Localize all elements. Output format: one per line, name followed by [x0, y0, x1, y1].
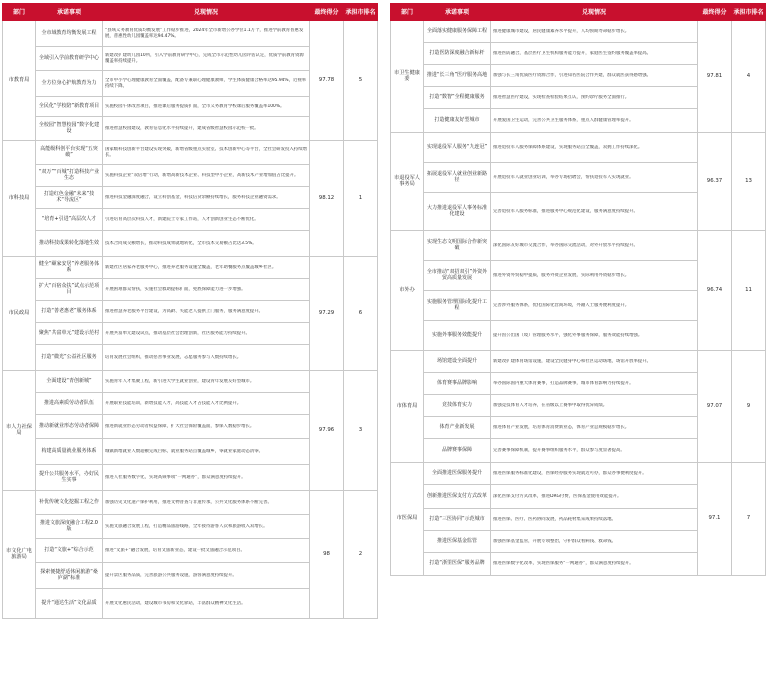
- commitment-item-cell: 拓展退役军人就业创业新路径: [424, 163, 491, 193]
- fulfillment-text: 实施文旅融合发展工程，打造精品旅游线路，全年接待游客人次和旅游收入双增长。: [105, 523, 268, 529]
- fulfillment-text: 引进培育高层次科技人才，新建院士专家工作站，人才创新创业生态不断优化。: [105, 216, 259, 222]
- header-rank: 承担市排名: [344, 4, 378, 21]
- fulfillment-text-cell: [491, 193, 698, 231]
- department-cell: 市民政局: [3, 257, 36, 371]
- commitment-item-cell: 体育产业新发展: [424, 417, 491, 439]
- fulfillment-text-cell: [491, 373, 698, 395]
- commitment-item-cell: 全市域教育均衡发展工程: [36, 21, 103, 47]
- fulfillment-text-cell: [103, 589, 310, 619]
- fulfillment-text-cell: [103, 491, 310, 515]
- final-score-cell: 97.29: [310, 257, 344, 371]
- fulfillment-text-cell: [491, 261, 698, 291]
- header-department: 部门: [3, 4, 36, 21]
- rank-cell: 13: [732, 133, 766, 231]
- fulfillment-text: 加强与长三角优质医疗资源合作，引进知名医院合作共建，群众就医获得感增强。: [493, 72, 652, 78]
- fulfillment-text-cell: [103, 301, 310, 323]
- fulfillment-text-cell: [491, 163, 698, 193]
- fulfillment-text: 推进医保服务标准化建设，医保经办服务实现就近可办，群众办事便利度提升。: [493, 470, 647, 476]
- commitment-item-cell: 打造“文旅+”综合示范: [36, 539, 103, 563]
- commitment-item-cell: “培育+引进”高层次人才: [36, 209, 103, 231]
- fulfillment-text: 推进人社服务数字化，实现高频事项“一网通办”，群众满意度持续提升。: [105, 474, 246, 480]
- department-cell: 市文化广电旅游局: [3, 491, 36, 619]
- fulfillment-text-cell: [491, 109, 698, 133]
- fulfillment-text-cell: [491, 395, 698, 417]
- rank-cell: 6: [344, 257, 378, 371]
- rank-cell: 9: [732, 351, 766, 463]
- fulfillment-text-cell: [103, 209, 310, 231]
- table-row: [391, 351, 766, 373]
- rank-cell: 4: [732, 21, 766, 133]
- commitment-item-cell: 打造“浙里医保”服务品牌: [424, 553, 491, 576]
- commitment-item-cell: 实施外事服务效能提升: [424, 321, 491, 351]
- final-score-cell: 98.12: [310, 141, 344, 257]
- fulfillment-text-cell: [491, 463, 698, 485]
- fulfillment-text: 开展困难群众帮扶，实施社会救助提标扩面，兜底保障能力进一步增强。: [105, 286, 246, 292]
- commitment-item-cell: 高能级科创平台实现“五突破”: [36, 141, 103, 165]
- fulfillment-text-cell: [491, 21, 698, 43]
- department-cell: 市体育局: [391, 351, 424, 463]
- rank-cell: 11: [732, 231, 766, 351]
- right-table-header-row: [391, 4, 766, 21]
- fulfillment-text: 推进智慧养老服务平台建设，为高龄、失能老人提供上门服务，服务满意度提升。: [105, 308, 264, 314]
- commitment-item-cell: 全面落实健康服务保障工程: [424, 21, 491, 43]
- fulfillment-text: 开展文化惠民活动，建设城市书房和文化驿站，丰富群众精神文化生活。: [105, 600, 246, 606]
- fulfillment-text: 推进科技金融深度融合，设立科创基金，科技信贷余额持续增长，服务科技企业融资需求。: [105, 194, 281, 200]
- fulfillment-text: 深化国际友好城市交流合作，举办国际交流活动，对外开放水平持续提升。: [493, 242, 638, 248]
- fulfillment-text-cell: [103, 117, 310, 141]
- rank-cell: 3: [344, 371, 378, 491]
- fulfillment-text: 实施科技企业“双倍增”行动，新增高新技术企业、科技型中小企业，高新技术产业增加值占比提升。: [105, 172, 299, 178]
- department-cell: 市卫生健康委: [391, 21, 424, 133]
- commitment-item-cell: 实现生态文明国际合作新突破: [424, 231, 491, 261]
- fulfillment-text-cell: [103, 47, 310, 71]
- commitment-item-cell: 实施服务管理国际化提升工程: [424, 291, 491, 321]
- fulfillment-text-cell: [103, 97, 310, 117]
- table-row: [391, 463, 766, 485]
- fulfillment-text-cell: [103, 279, 310, 301]
- fulfillment-text-cell: [103, 439, 310, 465]
- table-row: [3, 141, 378, 165]
- fulfillment-text: 城镇新增就业人数超额完成目标，就业服务站点覆盖城乡，零就业家庭动态清零。: [105, 448, 264, 454]
- fulfillment-text: 技术合同成交额增长，推动科技成果就地转化，全市技术交易额占比达3.5%。: [105, 240, 257, 246]
- fulfillment-text-cell: [103, 393, 310, 415]
- fulfillment-text: 实施校园午休改善项目，推进课后服务提质扩面，全市义务教育学校课后服务覆盖率100%。: [105, 103, 285, 109]
- table-row: [391, 21, 766, 43]
- commitment-item-cell: 补优传统文化挖掘工程之作: [36, 491, 103, 515]
- fulfillment-text-cell: [491, 509, 698, 531]
- department-cell: 市科技局: [3, 141, 36, 257]
- final-score-cell: 97.07: [698, 351, 732, 463]
- commitment-item-cell: 打造“数智”全程健康服务: [424, 87, 491, 109]
- table-row: [3, 371, 378, 393]
- left-commitment-table: [2, 3, 378, 619]
- commitment-item-cell: 提升“通达生活”文化品质: [36, 589, 103, 619]
- fulfillment-text: 全市中小学心理健康教育全面覆盖，配备专兼职心理健康教师，学生体质健康合格率达95.94%，近视率持续下降。: [105, 78, 307, 89]
- fulfillment-text-cell: [491, 417, 698, 439]
- final-score-cell: 96.74: [698, 231, 732, 351]
- header-commitment: 承诺事项: [424, 4, 491, 21]
- fulfillment-text-cell: [103, 345, 310, 371]
- commitment-item-cell: 品牌赛事保障: [424, 439, 491, 463]
- left-table-panel: [2, 3, 377, 619]
- commitment-item-cell: “双万”“百城”打造科技产业生态: [36, 165, 103, 187]
- department-cell: 市教育局: [3, 21, 36, 141]
- fulfillment-text-cell: [103, 415, 310, 439]
- header-rank: 承担市排名: [732, 4, 766, 21]
- header-fulfillment: 兑现情况: [103, 4, 310, 21]
- final-score-cell: 98: [310, 491, 344, 619]
- fulfillment-text: 推进新就业形态劳动者权益保障，扩大社会保险覆盖面，参保人数稳步增长。: [105, 423, 255, 429]
- fulfillment-text-cell: [491, 351, 698, 373]
- commitment-item-cell: 全面建设“青创新城”: [36, 371, 103, 393]
- fulfillment-text-cell: [491, 321, 698, 351]
- fulfillment-text: 开展共富单元建设试点，推动基层社会治理创新，社区服务能力持续提升。: [105, 330, 250, 336]
- fulfillment-text: 开展退役军人就业创业培训，举办专场招聘会，帮扶退役军人实现就业。: [493, 174, 634, 180]
- fulfillment-text: 推进智慧医疗建设，实现检查检验结果互认，预约诊疗服务全面推行。: [493, 94, 630, 100]
- right-table-body: [391, 21, 766, 576]
- header-department: 部门: [391, 4, 424, 21]
- commitment-item-cell: 全市推动“双招双引”外资外贸高质量发展: [424, 261, 491, 291]
- fulfillment-text: 培育发展社会组织，推动慈善事业发展，志愿服务参与人数持续增长。: [105, 354, 242, 360]
- fulfillment-text: 推进“文旅+”融合发展，培育文旅新业态，建设一批文旅融合示范项目。: [105, 547, 245, 553]
- fulfillment-text-cell: [491, 133, 698, 163]
- final-score-cell: 97.81: [698, 21, 732, 133]
- commitment-item-cell: 竞技体育实力: [424, 395, 491, 417]
- fulfillment-text-cell: [103, 257, 310, 279]
- fulfillment-text-cell: [491, 231, 698, 261]
- fulfillment-text: 提升景区服务品质，完善旅游公共服务设施，游客满意度持续提升。: [105, 572, 237, 578]
- header-commitment: 承诺事项: [36, 4, 103, 21]
- department-cell: 市人力社保局: [3, 371, 36, 491]
- fulfillment-text: 推进医保数字化改革，实现医保服务“一网通办”，群众满意度持续提升。: [493, 561, 634, 567]
- fulfillment-text: 实施青年人才集聚工程，新引进大学生就业创业，建设青年发展友好型城市。: [105, 378, 255, 384]
- commitment-item-cell: 打造医防深度融合新标杆: [424, 43, 491, 65]
- fulfillment-text-cell: [103, 71, 310, 97]
- fulfillment-text: 加强竞技体育人才培养，在省级以上赛事中取得优异成绩。: [493, 402, 608, 408]
- commitment-item-cell: 打造健康友好型城市: [424, 109, 491, 133]
- commitment-item-cell: 实现退役军人服务“九连冠”: [424, 133, 491, 163]
- right-commitment-table: [390, 3, 766, 576]
- commitment-item-cell: 全方位身心护航教育为力: [36, 71, 103, 97]
- department-cell: 市外办: [391, 231, 424, 351]
- header-fulfillment: 兑现情况: [491, 4, 698, 21]
- table-row: [3, 491, 378, 515]
- commitment-item-cell: 健全“颐家安居”养老服务体系: [36, 257, 103, 279]
- fulfillment-text-cell: [491, 43, 698, 65]
- table-row: [391, 231, 766, 261]
- commitment-item-cell: 体育赛事品牌影响: [424, 373, 491, 395]
- commitment-item-cell: 提升公共服务水平，办好民生实事: [36, 465, 103, 491]
- fulfillment-text: “县域义务教育优质均衡发展”工作稳步推进，2024年全市新增公办学位1.1万个，推进学前教育普惠发展，普惠性幼儿园覆盖率达94.47%。: [105, 28, 304, 39]
- fulfillment-text: 深化医保支付方式改革，推进DRG付费，医保基金使用效能提升。: [493, 493, 622, 499]
- commitment-item-cell: 探索便捷舒适休闲旅游“桑庐湖”标准: [36, 563, 103, 589]
- fulfillment-text: 推进外资外贸稳中提质，服务外资企业发展，实际利用外资稳步增长。: [493, 272, 630, 278]
- fulfillment-text-cell: [103, 141, 310, 165]
- fulfillment-text-cell: [491, 439, 698, 463]
- left-table-header-row: [3, 4, 378, 21]
- commitment-item-cell: 推动科技成果转化落地生效: [36, 231, 103, 257]
- fulfillment-text: 举办国际国内重大体育赛事，打造品牌赛事，城市体育影响力持续提升。: [493, 380, 634, 386]
- table-row: [391, 133, 766, 163]
- fulfillment-text-cell: [491, 291, 698, 321]
- fulfillment-text: 国家级科技创新平台建设实现突破，新增省级重点实验室、技术创新中心等平台，全社会研发投入持续增长。: [105, 147, 307, 158]
- commitment-item-cell: 全民化“学校陪”新教育项目: [36, 97, 103, 117]
- right-table-panel: [390, 3, 765, 576]
- commitment-item-cell: 打造红色金融“未来”技术“导流区”: [36, 187, 103, 209]
- header-final-score: 最终得分: [698, 4, 732, 21]
- fulfillment-text-cell: [103, 465, 310, 491]
- fulfillment-text-cell: [103, 371, 310, 393]
- fulfillment-text: 加强历史文化遗产保护利用，推进文物普查与非遗传承，公共文化服务体系不断完善。: [105, 499, 272, 505]
- fulfillment-text: 完善涉外服务体系，优化国际化营商环境，外籍人士服务便利度提升。: [493, 302, 630, 308]
- final-score-cell: 96.37: [698, 133, 732, 231]
- fulfillment-text: 加强医保基金监管，开展专项整治，守护群众看病钱、救命钱。: [493, 538, 616, 544]
- fulfillment-text-cell: [103, 165, 310, 187]
- fulfillment-text: 新建改扩建体育场馆设施，建设全民健身中心和社区运动场地，场馆开放率提升。: [493, 358, 652, 364]
- commitment-item-cell: 构建高质量就业服务体系: [36, 439, 103, 465]
- commitment-item-cell: 全域引入学前教育研学中心: [36, 47, 103, 71]
- final-score-cell: 97.78: [310, 21, 344, 141]
- commitment-item-cell: 全面推进医保服务提升: [424, 463, 491, 485]
- header-final-score: 最终得分: [310, 4, 344, 21]
- commitment-item-cell: 全校园“智慧校园”数字化建设: [36, 117, 103, 141]
- fulfillment-text-cell: [103, 231, 310, 257]
- commitment-item-cell: 推进高素质劳动者队伍: [36, 393, 103, 415]
- fulfillment-text-cell: [103, 323, 310, 345]
- department-cell: 市退役军人事务局: [391, 133, 424, 231]
- department-cell: 市医保局: [391, 463, 424, 576]
- rank-cell: 5: [344, 21, 378, 141]
- fulfillment-text-cell: [103, 515, 310, 539]
- commitment-item-cell: 推进医保基金监管: [424, 531, 491, 553]
- fulfillment-text-cell: [491, 553, 698, 576]
- fulfillment-text: 完善退役军人服务标准，推进服务中心规范化建设，服务满意度持续提升。: [493, 208, 638, 214]
- final-score-cell: 97.1: [698, 463, 732, 576]
- rank-cell: 7: [732, 463, 766, 576]
- left-table-body: [3, 21, 378, 619]
- fulfillment-text: 推进智慧校园建设，教育信息化水平持续提升，建成省级智慧校园示范校一批。: [105, 125, 259, 131]
- table-row: [3, 21, 378, 47]
- commitment-item-cell: 打造“微光”公益社区服务: [36, 345, 103, 371]
- fulfillment-text-cell: [103, 187, 310, 209]
- fulfillment-text: 新建社区居家养老服务中心，推进养老服务设施全覆盖，老年助餐服务点覆盖城乡社区。: [105, 264, 277, 270]
- commitment-item-cell: 场馆建设全面提升: [424, 351, 491, 373]
- fulfillment-text: 推进体育产业发展，培育体育消费新业态，体育产业总规模稳步增长。: [493, 424, 630, 430]
- final-score-cell: 97.96: [310, 371, 344, 491]
- rank-cell: 1: [344, 141, 378, 257]
- fulfillment-text: 推进退役军人服务保障体系建设，实现服务站点全覆盖，双拥工作持续深化。: [493, 144, 643, 150]
- fulfillment-text: 推进医防融合，基层医疗卫生机构服务能力提升，家庭医生签约服务覆盖率提高。: [493, 50, 652, 56]
- fulfillment-text-cell: [103, 539, 310, 563]
- fulfillment-text-cell: [491, 531, 698, 553]
- fulfillment-text: 完善赛事保障机制，提升赛事组织服务水平，群众参与度显著提高。: [493, 447, 625, 453]
- commitment-item-cell: 推动新就业形态劳动者保障: [36, 415, 103, 439]
- commitment-item-cell: 大力推进退役军人事务标准化建设: [424, 193, 491, 231]
- fulfillment-text: 新建改扩建幼儿园10所，引入学前教育研学中心，完成全市示范性幼儿园评估认定，优质学前教育资源覆盖率持续提升。: [105, 53, 304, 64]
- table-row: [3, 257, 378, 279]
- fulfillment-text: 提升因公出国（境）管理服务水平，强化外事服务保障，服务效能持续增强。: [493, 332, 643, 338]
- commitment-item-cell: 推进“长三角”医疗服务高地: [424, 65, 491, 87]
- commitment-item-cell: 聚焦“共富单元”建设示范村: [36, 323, 103, 345]
- commitment-item-cell: 推进文旅深度融合工程2.0版: [36, 515, 103, 539]
- commitment-item-cell: 打造“三医协同”示范城市: [424, 509, 491, 531]
- fulfillment-text-cell: [103, 21, 310, 47]
- fulfillment-text-cell: [491, 65, 698, 87]
- fulfillment-text: 推进医保、医疗、医药协同发展，药品耗材集采成果持续落地。: [493, 516, 616, 522]
- fulfillment-text-cell: [491, 485, 698, 509]
- fulfillment-text: 开展爱国卫生运动，完善公共卫生服务体系，重点人群健康管理率提升。: [493, 117, 634, 123]
- commitment-item-cell: 扩大“百宿众扶”试点示范项目: [36, 279, 103, 301]
- fulfillment-text: 推进健康城市建设，居民健康素养水平提升，人均预期寿命稳步增长。: [493, 28, 630, 34]
- commitment-item-cell: 打造“善老惠老”服务体系: [36, 301, 103, 323]
- rank-cell: 2: [344, 491, 378, 619]
- fulfillment-text: 开展职业技能培训，新增技能人才，高技能人才占技能人才比例提升。: [105, 400, 242, 406]
- fulfillment-text-cell: [491, 87, 698, 109]
- commitment-item-cell: 创新推进医保支付方式改革: [424, 485, 491, 509]
- fulfillment-text-cell: [103, 563, 310, 589]
